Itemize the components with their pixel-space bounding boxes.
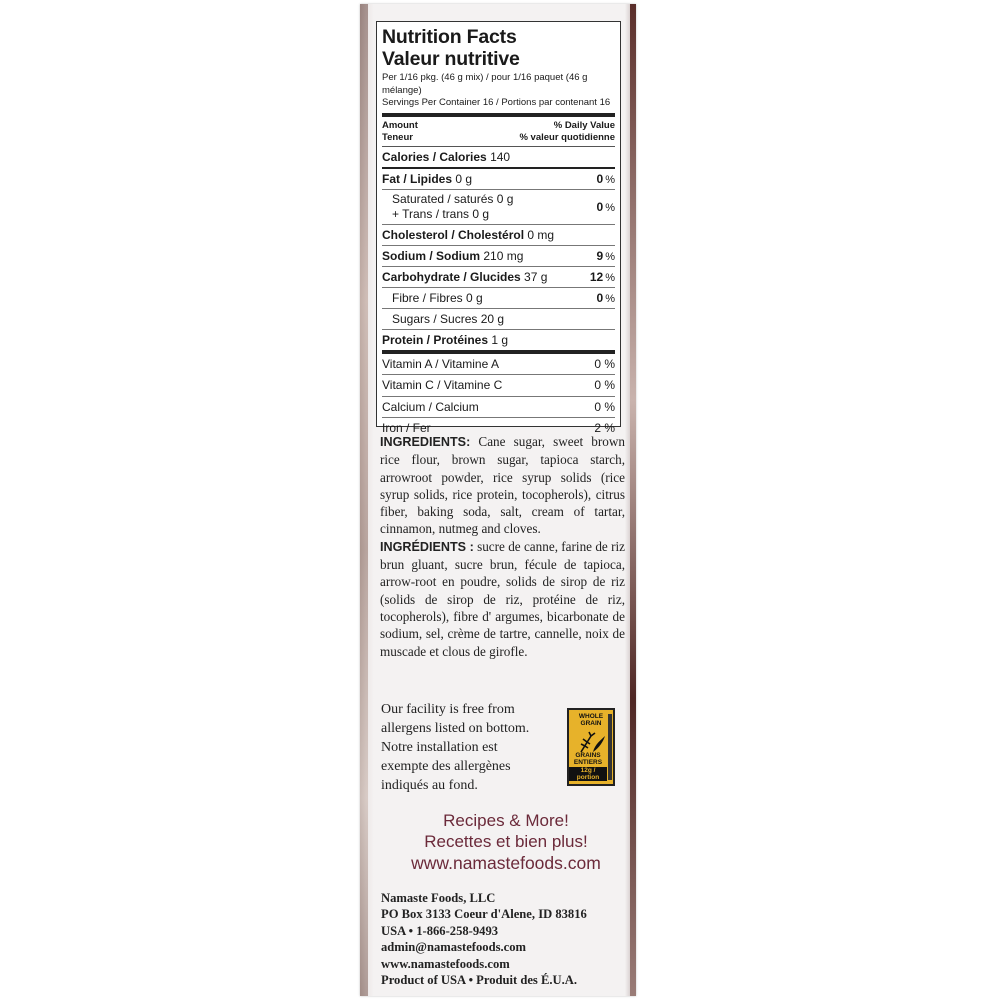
amount-label-fr: Teneur [382,131,413,143]
vitamin-c-label: Vitamin C / Vitamine C [382,378,503,393]
calories-label: Calories / Calories [382,149,487,164]
fat-row [382,169,615,190]
calcium-label: Calcium / Calcium [382,399,479,414]
fibre-dv: 0 [596,290,604,305]
daily-value-label-en: % Daily Value [553,119,615,131]
allergen-line: exempte des allergènes [381,759,511,774]
company-info [381,890,633,988]
whole-grain-top-2: GRAIN [580,720,602,727]
allergen-statement [381,700,561,795]
serving-size: Per 1/16 pkg. (46 g mix) / pour 1/16 paquet (46 g mélange) [382,72,588,96]
whole-grain-bottom-2: ENTIERS [573,759,603,766]
pct-sign: % [605,173,615,186]
carbohydrate-label: Carbohydrate / Glucides [382,269,521,284]
carbohydrate-value: 37 g [524,269,548,284]
ingredients-heading-fr: INGRÉDIENTS : [380,539,474,554]
ingredients-text-fr: sucre de canne, farine de riz brun gluant, sucre brun, fécule de tapioca, arrow-root en poudre, solids de sirop de riz (solids de sirop de riz, protéine de riz, tocopherols), fibre d' argumes, bicarbonate de sodium, sel, crème de tartre, cannelle, noix de muscade et clous de girofle. [380,538,625,659]
sodium-value: 210 mg [483,248,524,263]
vitamin-a-label: Vitamin A / Vitamine A [382,356,499,371]
promo-url: www.namastefoods.com [411,853,601,873]
calcium-dv: 0 % [594,399,615,414]
calories-value: 140 [490,149,511,164]
iron-label: Iron / Fer [382,421,431,436]
fibre-row [382,288,615,309]
whole-grain-portion: 12g / portion [569,767,607,781]
fat-label: Fat / Lipides [382,171,453,186]
protein-value: 1 g [491,332,509,347]
stamp-side-bar [608,714,612,780]
saturated-label: Saturated / saturés 0 g [392,191,514,206]
calories-row [382,147,615,169]
sodium-row [382,246,615,267]
promo-line-en: Recipes & More! [443,811,569,830]
pct-sign: % [605,250,615,263]
protein-label: Protein / Protéines [382,332,489,347]
sat-trans-dv: 0 [596,199,604,214]
nutrition-facts-table [376,21,621,436]
company-web: www.namastefoods.com [381,956,510,971]
vitamin-a-row [382,354,615,376]
wheat-icon [577,730,607,754]
whole-grain-bottom-1: GRAINS [575,752,601,759]
saturated-trans-row [382,190,615,225]
ingredients-fr [380,538,625,660]
sugars-row [382,309,615,330]
calcium-row [382,397,615,419]
allergen-line: indiqués au fond. [381,778,478,793]
nutrition-header [382,117,615,147]
allergen-line: Notre installation est [381,740,498,755]
product-origin: Product of USA • Produit des É.U.A. [381,973,578,988]
nutrition-title-fr: Valeur nutritive [382,48,520,70]
company-phone: USA • 1-866-258-9493 [381,923,499,938]
company-address: PO Box 3133 Coeur d'Alene, ID 83816 [381,907,587,922]
carbohydrate-dv: 12 [589,269,604,284]
company-email: admin@namastefoods.com [381,940,527,955]
company-name: Namaste Foods, LLC [381,891,496,905]
promo-block [380,810,632,874]
nutrition-title-en: Nutrition Facts [382,26,517,48]
ingredients-en [380,433,625,538]
carbohydrate-row [382,267,615,288]
sodium-label: Sodium / Sodium [382,248,480,263]
vitamin-a-dv: 0 % [594,356,615,371]
whole-grain-stamp [567,708,615,786]
fibre-label: Fibre / Fibres 0 g [392,290,483,305]
pct-sign: % [605,201,615,214]
fat-value: 0 g [455,171,473,186]
cholesterol-label: Cholesterol / Cholestérol [382,227,525,242]
pct-sign: % [605,271,615,284]
trans-label: + Trans / trans 0 g [392,206,490,221]
servings-per-container: Servings Per Container 16 / Portions par contenant 16 [382,97,611,108]
cholesterol-value: 0 mg [527,227,555,242]
amount-label-en: Amount [382,119,418,131]
sugars-label: Sugars / Sucres 20 g [392,311,505,326]
allergen-line: Our facility is free from [381,702,515,717]
serving-info [382,72,615,117]
sodium-dv: 9 [596,248,604,263]
vitamin-c-row [382,375,615,397]
cholesterol-row [382,225,615,246]
pct-sign: % [605,292,615,305]
ingredients-heading-en: INGREDIENTS: [380,435,471,449]
protein-row [382,330,615,354]
iron-dv: 2 % [594,421,615,436]
daily-value-label-fr: % valeur quotidienne [519,131,615,143]
ingredients-text-en: Cane sugar, sweet brown rice flour, brown sugar, tapioca starch, arrowroot powder, rice syrup solids (rice syrup solids, rice protein, tocopherols), citrus fiber, baking soda, salt, cream of tartar, cinnamon, nutmeg and cloves. [380,434,625,537]
whole-grain-top-1: WHOLE [578,713,604,720]
vitamin-c-dv: 0 % [594,378,615,393]
promo-line-fr: Recettes et bien plus! [424,832,588,851]
fat-dv: 0 [596,171,604,186]
allergen-line: allergens listed on bottom. [381,721,530,736]
ingredients-block [380,433,625,660]
